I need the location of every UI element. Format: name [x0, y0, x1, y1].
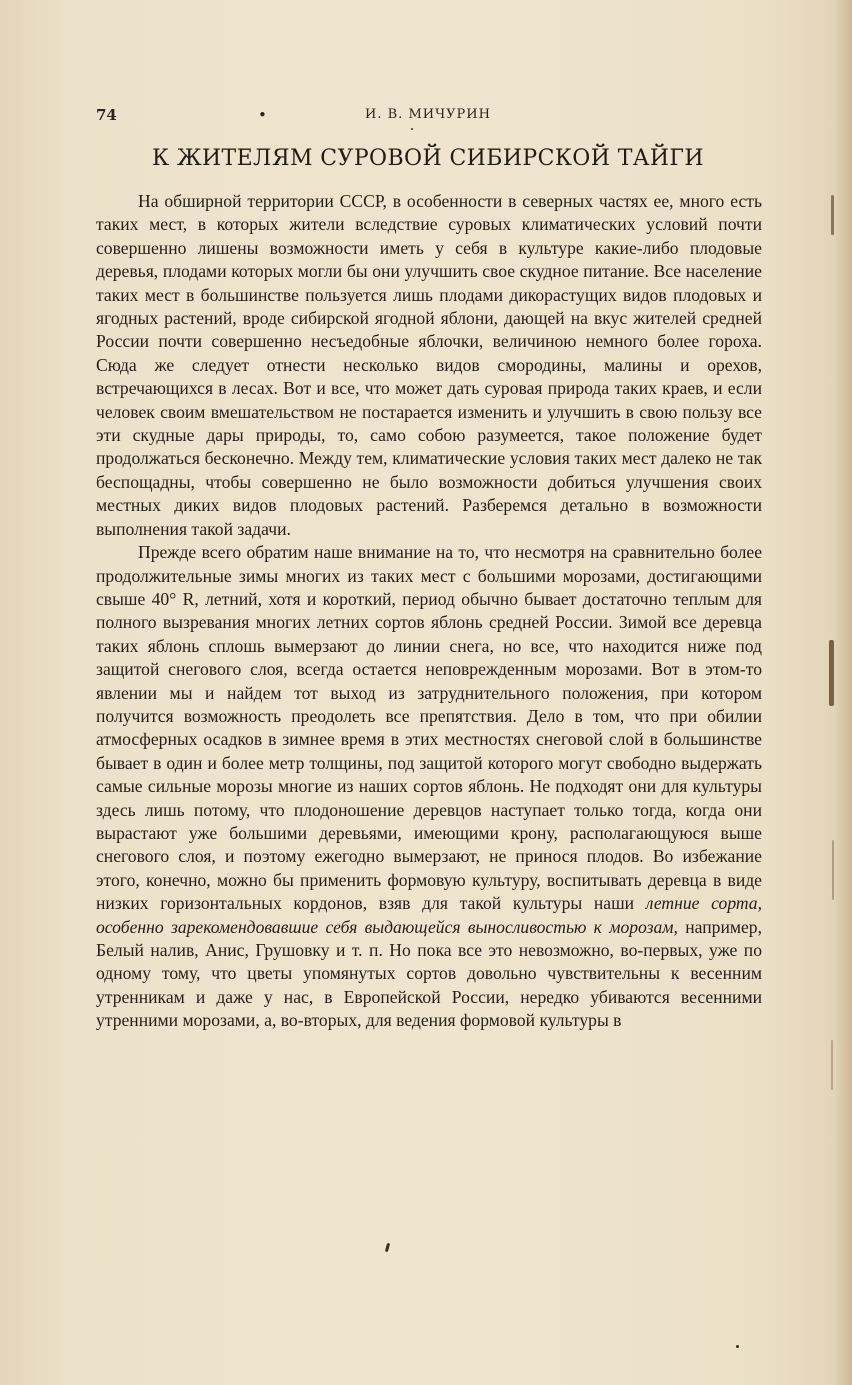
paragraph — [96, 541, 762, 1033]
header-dot: • — [258, 106, 267, 124]
ink-speck — [411, 128, 413, 130]
margin-mark — [831, 195, 834, 235]
paragraph-text: Прежде всего обратим наше внимание на то, что несмотря на сравнительно более продолжительные зимы многих из таких мест с большими морозами, достигающими свыше 40° R, летний, хотя и короткий, период обычно бывает достаточно теплым для полного вызревания многих летних сортов яблонь средней России. Зимой все деревца таких яблонь сплошь вымерзают до линии снега, но все, что находится ниже под защитой снегового слоя, всегда остается неповрежденным морозами. Вот в этом-то явлении мы и найдем тот выход из затруднительного положения, при котором получится возможность преодолеть все препятствия. Дело в том, что при обилии атмосферных осадков в зимнее время в этих местностях снеговой слой в большинстве бывает в один и более метр толщины, под защитой которого могут свободно выдержать самые сильные морозы многие из наших сортов яблонь. Не подходят они для культуры здесь лишь потому, что плодоношение деревцов наступает только тогда, когда они вырастают уже большими деревьями, имеющими крону, располагающуюся выше снегового слоя, и поэтому ежегодно вымерзают, не принося плодов. Во избежание этого, конечно, можно бы применить формовую культуру, воспитывать деревца в виде низких горизонтальных кордонов, взяв для такой культуры наши — [96, 542, 762, 914]
italic-phrase: летние сорта, особенно зарекомендовавшие себя выдающейся выносливостью к морозам, — [96, 893, 762, 937]
page-number: 74 — [96, 106, 117, 124]
article-body — [96, 190, 762, 1033]
ink-speck — [385, 1243, 390, 1252]
margin-mark — [829, 640, 834, 706]
paragraph-text: например, Белый налив, Анис, Грушовку и т. п. Но пока все это невозможно, во-первых, уже по одному тому, что цветы упомянутых сортов довольно чувствительны к весенним утренникам и даже у нас, в Европейской России, нередко убиваются весенними утренними морозами, а, во-вторых, для ведения формовой культуры в — [96, 916, 762, 1031]
margin-mark — [832, 840, 834, 900]
running-head: И. В. МИЧУРИН — [365, 107, 491, 122]
margin-mark — [831, 1040, 833, 1090]
page-edge-shadow — [834, 0, 852, 1385]
page-header — [96, 106, 760, 128]
article-title: К ЖИТЕЛЯМ СУРОВОЙ СИБИРСКОЙ ТАЙГИ — [152, 146, 704, 171]
ink-speck — [736, 1345, 739, 1348]
paragraph: На обширной территории СССР, в особенности в северных частях ее, много есть таких мест, в которых жители вследствие суровых климатических условий почти совершенно лишены возможности иметь у себя в культуре какие-либо плодовые деревья, плодами которых могли бы они улучшить свое скудное питание. Все население таких мест в большинстве пользуется лишь плодами дикорастущих видов плодовых и ягодных растений, вроде сибирской ягодной яблони, дающей на вкус жителей средней России почти совершенно несъедобные яблочки, величиною немного более гороха. Сюда же следует отнести несколько видов смородины, малины и орехов, встречающихся в лесах. Вот и все, что может дать суровая природа таких краев, и если человек своим вмешательством не постарается изменить и улучшить в свою пользу все эти скудные дары природы, то, само собою разумеется, такое положение будет продолжаться бесконечно. Между тем, климатические условия таких мест далеко не так беспощадны, чтобы совершенно не было возможности добиться улучшения своих местных диких видов плодовых растений. Разберемся детально в возможности выполнения такой задачи. — [96, 191, 762, 539]
